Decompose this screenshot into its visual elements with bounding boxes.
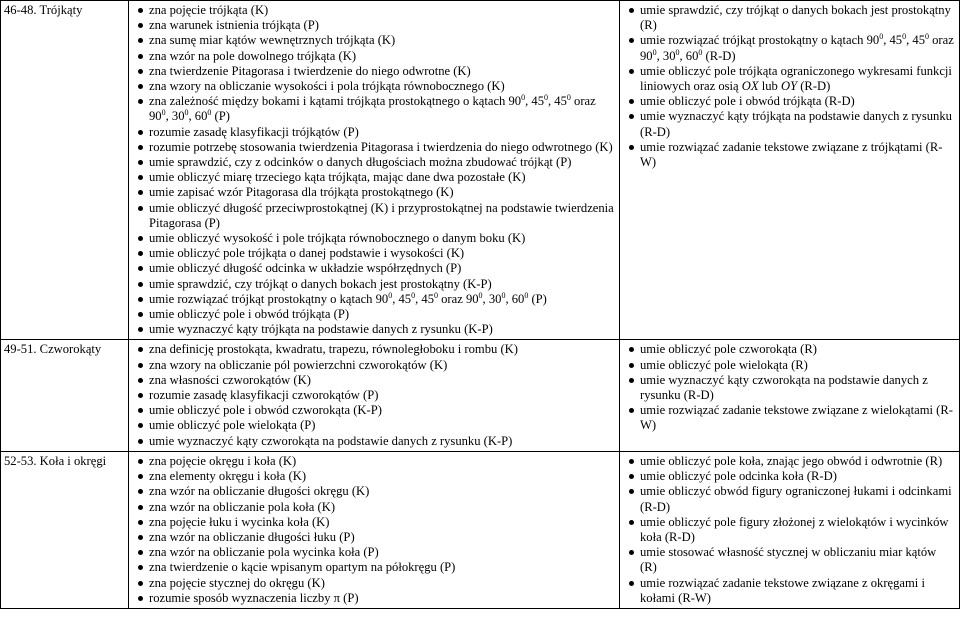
list-item: umie obliczyć pole koła, znając jego obwód i odwrotnie (R) (623, 454, 956, 469)
list-item: zna zależność między bokami i kątami trójkąta prostokątnego o kątach $90^0$, $45^0$, $45^0$ oraz $90^0$, $30^0$, $60^0$ (P) (132, 94, 616, 124)
list-item: zna pojęcie okręgu i koła (K) (132, 454, 616, 469)
list-item: umie sprawdzić, czy trójkąt o danych bokach jest prostokątny (R) (623, 3, 956, 33)
basic-requirements-cell (129, 340, 620, 451)
list-item: zna pojęcie stycznej do okręgu (K) (132, 576, 616, 591)
curriculum-table-body (1, 1, 960, 609)
list-item: umie obliczyć długość odcinka w układzie współrzędnych (P) (132, 261, 616, 276)
topic-cell: 52-53. Koła i okręgi (1, 451, 129, 608)
list-item: umie sprawdzić, czy z odcinków o danych długościach można zbudować trójkąt (P) (132, 155, 616, 170)
requirement-list (623, 454, 956, 606)
topic-cell: 49-51. Czworokąty (1, 340, 129, 451)
list-item: rozumie potrzebę stosowania twierdzenia Pitagorasa i twierdzenia do niego odwrotnego (K) (132, 140, 616, 155)
list-item: zna twierdzenie Pitagorasa i twierdzenie do niego odwrotne (K) (132, 64, 616, 79)
list-item: umie obliczyć pole i obwód trójkąta (P) (132, 307, 616, 322)
list-item: zna własności czworokątów (K) (132, 373, 616, 388)
extended-requirements-cell (620, 451, 960, 608)
list-item: zna wzór na obliczanie pola koła (K) (132, 500, 616, 515)
list-item: umie obliczyć wysokość i pole trójkąta równobocznego o danym boku (K) (132, 231, 616, 246)
list-item: umie obliczyć pole trójkąta ograniczonego wykresami funkcji liniowych oraz osią OX lub OY (R-D) (623, 64, 956, 94)
list-item: umie stosować własność stycznej w obliczaniu miar kątów (R) (623, 545, 956, 575)
list-item: umie obliczyć pole trójkąta o danej podstawie i wysokości (K) (132, 246, 616, 261)
requirement-list (132, 454, 616, 606)
table-row (1, 340, 960, 451)
list-item: umie wyznaczyć kąty czworokąta na podstawie danych z rysunku (R-D) (623, 373, 956, 403)
list-item: umie obliczyć miarę trzeciego kąta trójkąta, mając dane dwa pozostałe (K) (132, 170, 616, 185)
list-item: rozumie zasadę klasyfikacji czworokątów (P) (132, 388, 616, 403)
list-item: zna pojęcie łuku i wycinka koła (K) (132, 515, 616, 530)
requirement-list (132, 342, 616, 448)
list-item: umie obliczyć pole czworokąta (R) (623, 342, 956, 357)
list-item: zna wzór na obliczanie długości okręgu (K) (132, 484, 616, 499)
basic-requirements-cell (129, 1, 620, 340)
list-item: umie obliczyć obwód figury ograniczonej łukami i odcinkami (R-D) (623, 484, 956, 514)
list-item: zna wzór na obliczanie długości łuku (P) (132, 530, 616, 545)
list-item: umie sprawdzić, czy trójkąt o danych bokach jest prostokątny (K-P) (132, 277, 616, 292)
list-item: umie obliczyć pole i obwód czworokąta (K-P) (132, 403, 616, 418)
topic-cell: 46-48. Trójkąty (1, 1, 129, 340)
list-item: zna wzór na obliczanie pola wycinka koła (P) (132, 545, 616, 560)
list-item: umie obliczyć pole wielokąta (R) (623, 358, 956, 373)
list-item: umie zapisać wzór Pitagorasa dla trójkąta prostokątnego (K) (132, 185, 616, 200)
list-item: umie wyznaczyć kąty trójkąta na podstawie danych z rysunku (K-P) (132, 322, 616, 337)
extended-requirements-cell (620, 340, 960, 451)
basic-requirements-cell (129, 451, 620, 608)
list-item: zna wzory na obliczanie wysokości i pola trójkąta równobocznego (K) (132, 79, 616, 94)
list-item: umie rozwiązać zadanie tekstowe związane z wielokątami (R-W) (623, 403, 956, 433)
extended-requirements-cell (620, 1, 960, 340)
table-row (1, 1, 960, 340)
list-item: zna sumę miar kątów wewnętrznych trójkąta (K) (132, 33, 616, 48)
list-item: umie obliczyć pole odcinka koła (R-D) (623, 469, 956, 484)
list-item: zna definicję prostokąta, kwadratu, trapezu, równoległoboku i rombu (K) (132, 342, 616, 357)
requirement-list (623, 3, 956, 170)
list-item: umie wyznaczyć kąty trójkąta na podstawie danych z rysunku (R-D) (623, 109, 956, 139)
list-item: rozumie sposób wyznaczenia liczby π (P) (132, 591, 616, 606)
list-item: umie rozwiązać trójkąt prostokątny o kątach $90^0$, $45^0$, $45^0$ oraz $90^0$, $30^0$, $60^0$ (R-D) (623, 33, 956, 63)
list-item: umie obliczyć długość przeciwprostokątnej (K) i przyprostokątnej na podstawie twierdzenia Pitagorasa (P) (132, 201, 616, 231)
requirement-list (623, 342, 956, 433)
list-item: zna wzór na pole dowolnego trójkąta (K) (132, 49, 616, 64)
list-item: umie wyznaczyć kąty czworokąta na podstawie danych z rysunku (K-P) (132, 434, 616, 449)
table-row (1, 451, 960, 608)
list-item: zna twierdzenie o kącie wpisanym opartym na półokręgu (P) (132, 560, 616, 575)
list-item: rozumie zasadę klasyfikacji trójkątów (P) (132, 125, 616, 140)
list-item: umie rozwiązać zadanie tekstowe związane z trójkątami (R-W) (623, 140, 956, 170)
list-item: zna warunek istnienia trójkąta (P) (132, 18, 616, 33)
requirement-list (132, 3, 616, 337)
list-item: zna pojęcie trójkąta (K) (132, 3, 616, 18)
list-item: umie rozwiązać trójkąt prostokątny o kątach $90^0$, $45^0$, $45^0$ oraz $90^0$, $30^0$, $60^0$ (P) (132, 292, 616, 307)
list-item: umie obliczyć pole i obwód trójkąta (R-D) (623, 94, 956, 109)
list-item: zna wzory na obliczanie pól powierzchni czworokątów (K) (132, 358, 616, 373)
list-item: umie obliczyć pole figury złożonej z wielokątów i wycinków koła (R-D) (623, 515, 956, 545)
list-item: umie obliczyć pole wielokąta (P) (132, 418, 616, 433)
list-item: zna elementy okręgu i koła (K) (132, 469, 616, 484)
list-item: umie rozwiązać zadanie tekstowe związane z okręgami i kołami (R-W) (623, 576, 956, 606)
